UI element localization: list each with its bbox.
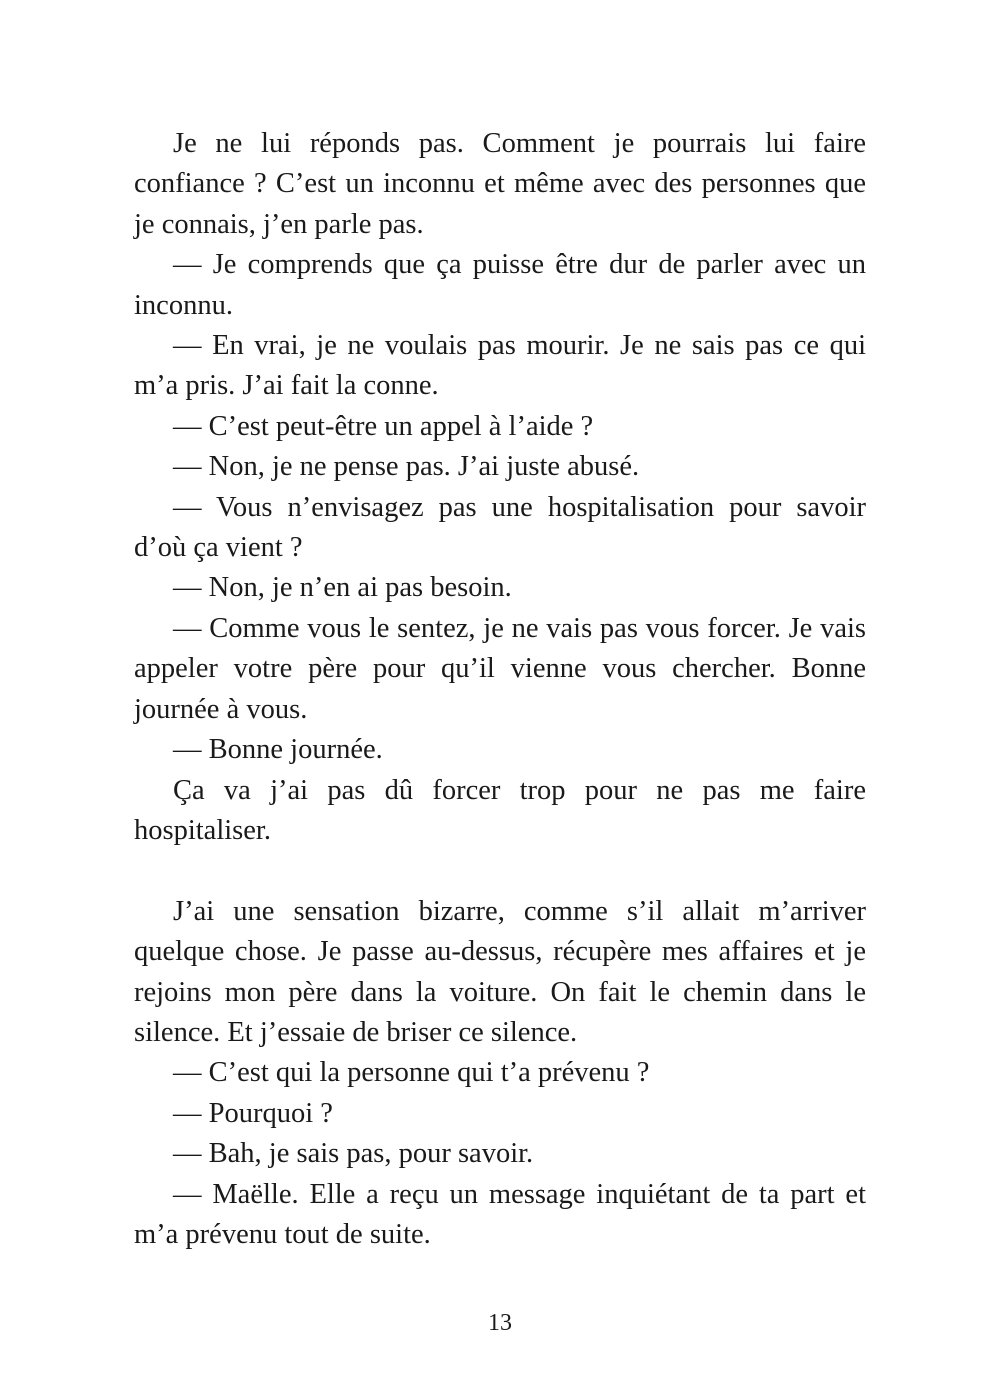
dialogue-line: — En vrai, je ne voulais pas mourir. Je ne sais pas ce qui m’a pris. J’ai fait la conne.	[134, 330, 866, 402]
dialogue-line: — Je comprends que ça puisse être dur de parler avec un inconnu.	[134, 249, 866, 321]
section-break	[134, 851, 866, 891]
dialogue-line: — Maëlle. Elle a reçu un message inquiétant de ta part et m’a prévenu tout de suite.	[134, 1178, 866, 1250]
dialogue-line: — Non, je n’en ai pas besoin.	[173, 572, 512, 604]
dialogue-line: — Comme vous le sentez, je ne vais pas vous forcer. Je vais appeler votre père pour qu’il vienne vous chercher. Bonne journée à vous.	[134, 612, 866, 725]
dialogue-line: — Pourquoi ?	[173, 1097, 333, 1129]
page-number: 13	[488, 1310, 512, 1336]
dialogue-line: — C’est peut-être un appel à l’aide ?	[173, 410, 594, 442]
paragraph: Je ne lui réponds pas. Comment je pourrais lui faire confiance ? C’est un inconnu et même avec des personnes que je connais, j’en parle pas.	[134, 128, 866, 240]
paragraph: J’ai une sensation bizarre, comme s’il allait m’arriver quelque chose. Je passe au-dessus, récupère mes affaires et je rejoins mon père dans la voiture. On fait le chemin dans le silence. Et j’essaie de briser ce silence.	[134, 895, 866, 1048]
page-body	[134, 124, 866, 1255]
dialogue-line: — Bonne journée.	[173, 734, 383, 766]
dialogue-line: — Non, je ne pense pas. J’ai juste abusé.	[173, 451, 640, 483]
dialogue-line: — Bah, je sais pas, pour savoir.	[173, 1138, 534, 1170]
paragraph: Ça va j’ai pas dû forcer trop pour ne pas me faire hospitaliser.	[134, 774, 866, 846]
dialogue-line: — Vous n’envisagez pas une hospitalisation pour savoir d’où ça vient ?	[134, 491, 866, 564]
dialogue-line: — C’est qui la personne qui t’a prévenu ?	[173, 1057, 650, 1089]
